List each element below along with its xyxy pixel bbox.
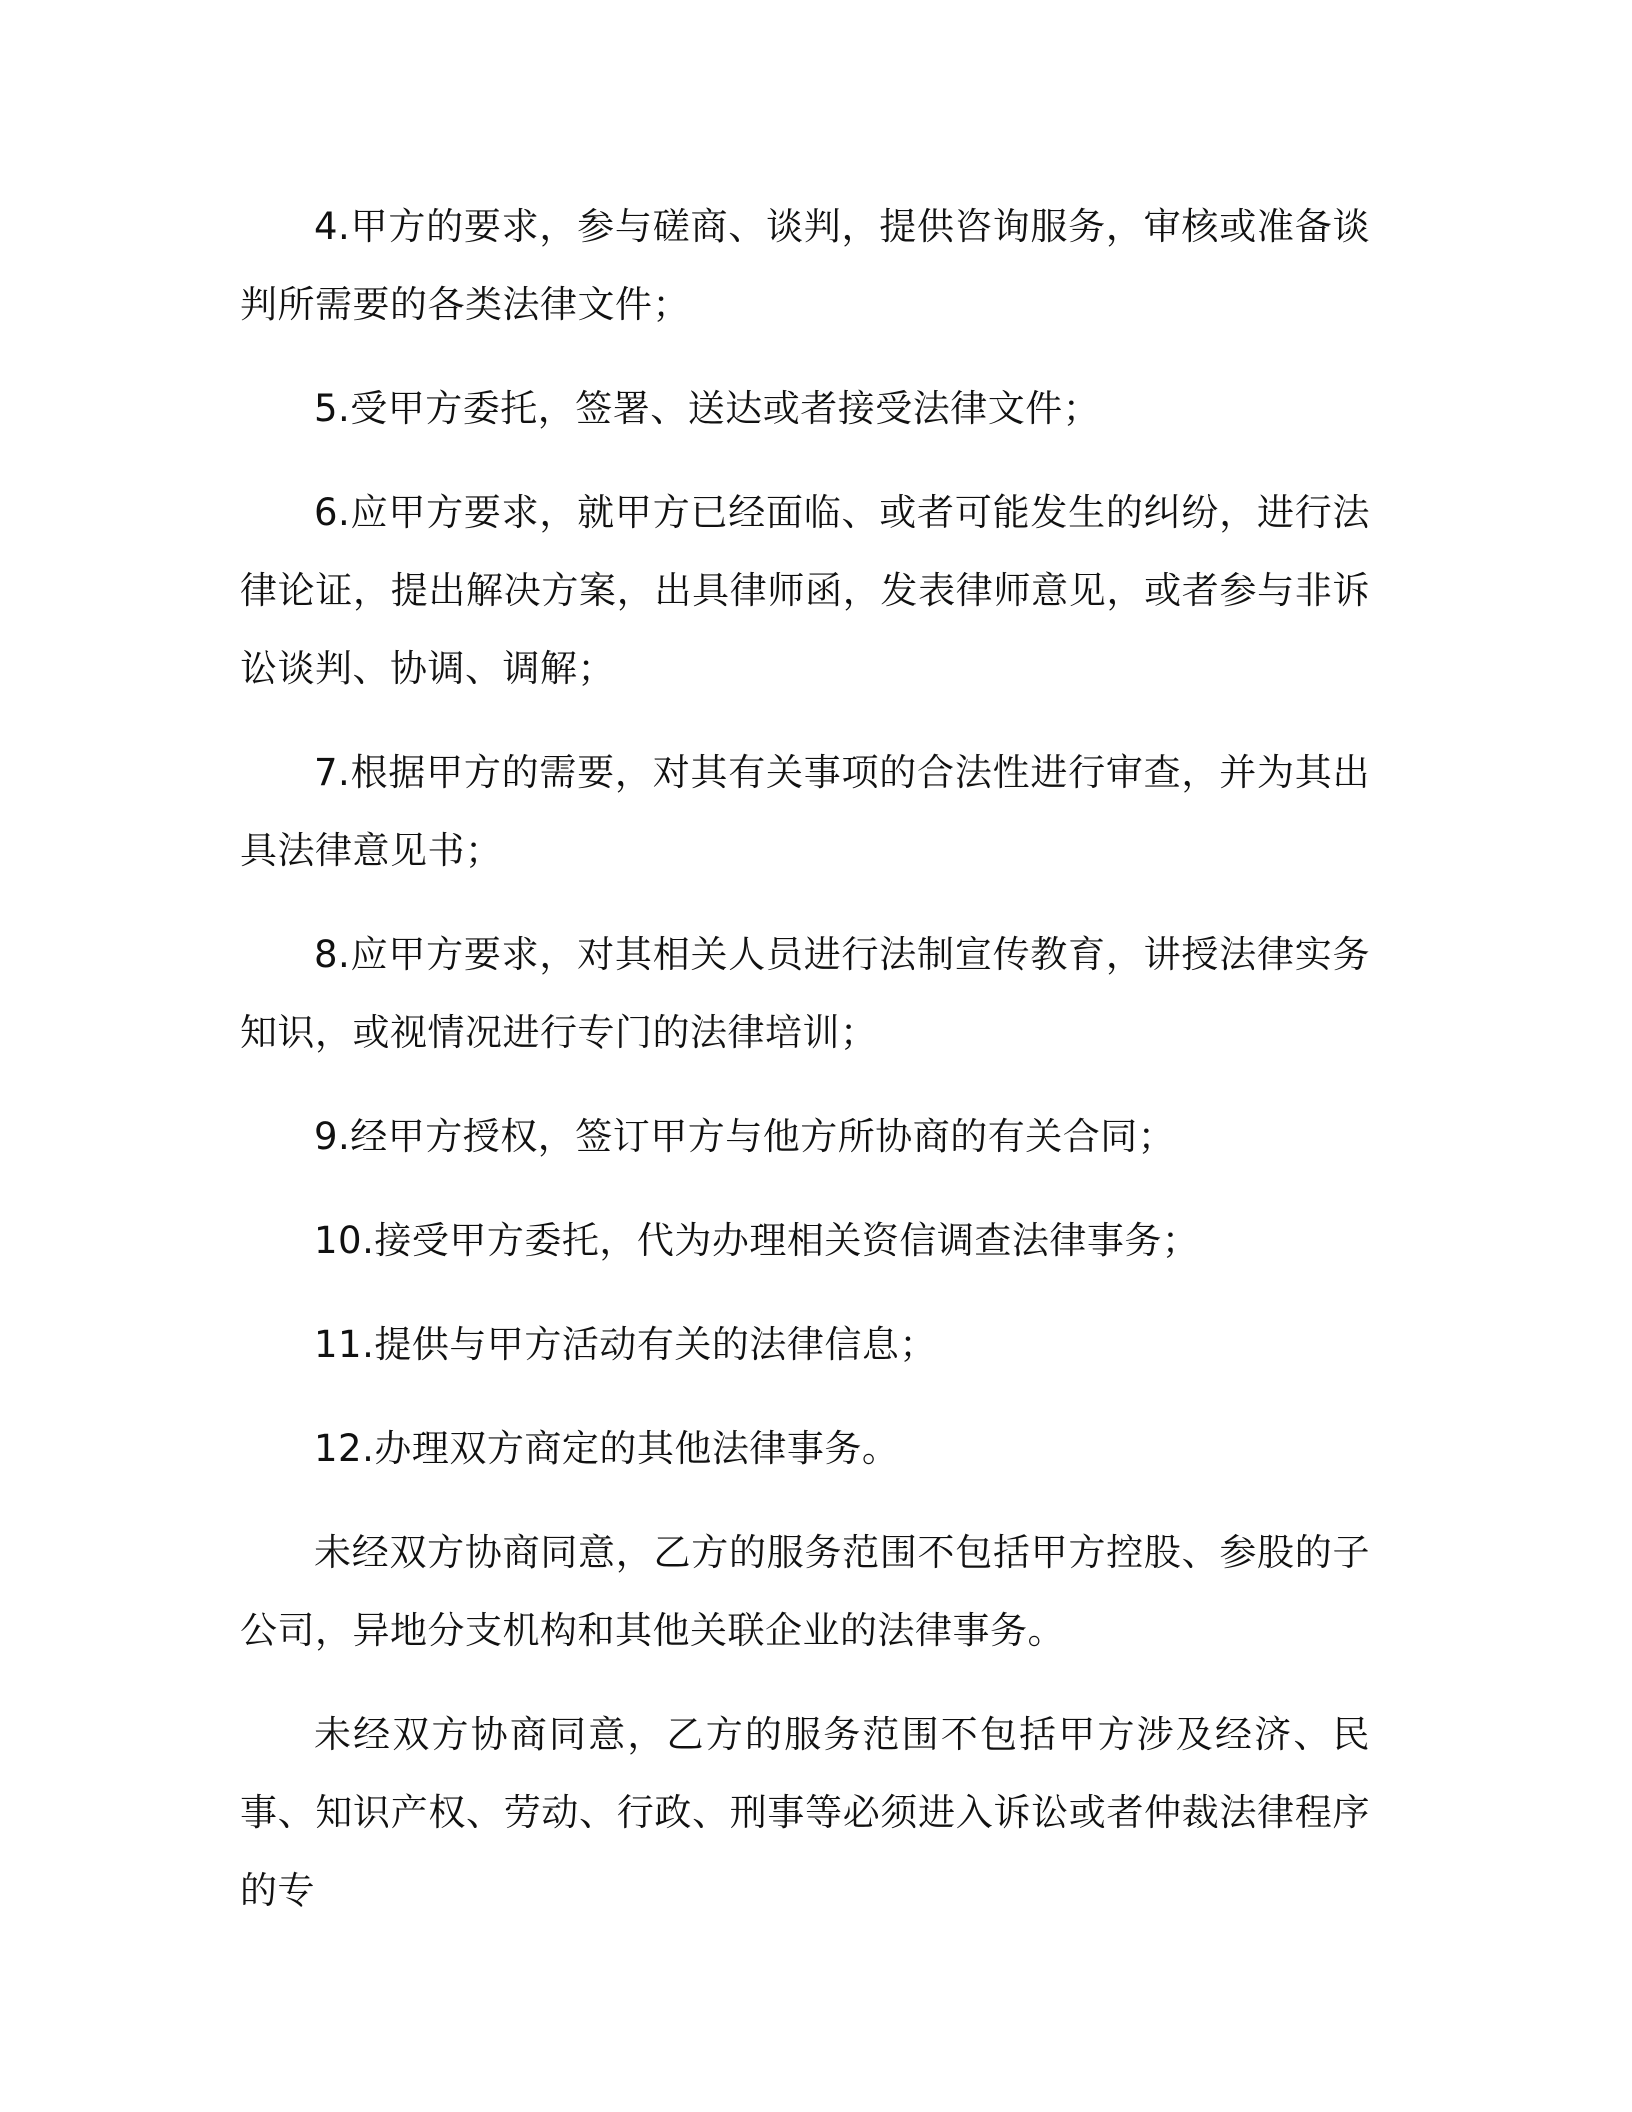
paragraph-scope-exclusion-subsidiaries: 未经双方协商同意，乙方的服务范围不包括甲方控股、参股的子公司，异地分支机构和其他关联企业的法律事务。 xyxy=(240,1531,1370,1652)
paragraph-item-7: 7.根据甲方的需要，对其有关事项的合法性进行审查，并为其出具法律意见书； xyxy=(240,751,1370,872)
paragraph-item-4: 4.甲方的要求，参与磋商、谈判，提供咨询服务，审核或准备谈判所需要的各类法律文件； xyxy=(240,205,1370,326)
paragraph-item-9: 9.经甲方授权，签订甲方与他方所协商的有关合同； xyxy=(314,1115,1176,1158)
paragraph-item-12: 12.办理双方商定的其他法律事务。 xyxy=(314,1427,900,1470)
paragraph-item-11: 11.提供与甲方活动有关的法律信息； xyxy=(314,1323,937,1366)
paragraph-item-8: 8.应甲方要求，对其相关人员进行法制宣传教育，讲授法律实务知识，或视情况进行专门的法律培训； xyxy=(240,933,1370,1054)
paragraph-item-10: 10.接受甲方委托，代为办理相关资信调查法律事务； xyxy=(314,1219,1200,1262)
document-body xyxy=(240,188,1370,1956)
paragraph-item-5: 5.受甲方委托，签署、送达或者接受法律文件； xyxy=(314,387,1101,430)
paragraph-item-6: 6.应甲方要求，就甲方已经面临、或者可能发生的纠纷，进行法律论证，提出解决方案，出具律师函，发表律师意见，或者参与非诉讼谈判、协调、调解； xyxy=(240,491,1370,690)
paragraph-scope-exclusion-litigation: 未经双方协商同意，乙方的服务范围不包括甲方涉及经济、民事、知识产权、劳动、行政、刑事等必须进入诉讼或者仲裁法律程序的专 xyxy=(240,1713,1370,1912)
